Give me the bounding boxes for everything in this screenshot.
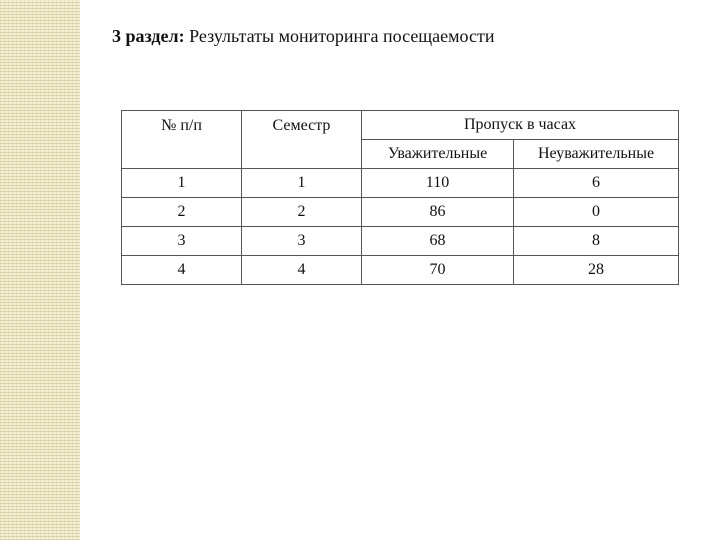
section-number: 3 раздел: <box>112 26 185 46</box>
cell-semester: 4 <box>242 256 362 285</box>
cell-number: 3 <box>122 227 242 256</box>
section-title: Результаты мониторинга посещаемости <box>184 26 495 46</box>
header-number: № п/п <box>122 111 242 169</box>
header-semester: Семестр <box>242 111 362 169</box>
table-row <box>122 198 679 227</box>
cell-unexcused: 28 <box>514 256 679 285</box>
header-absence: Пропуск в часах <box>362 111 679 140</box>
table-row <box>122 227 679 256</box>
cell-unexcused: 0 <box>514 198 679 227</box>
header-unexcused: Неуважительные <box>514 140 679 169</box>
cell-excused: 86 <box>362 198 514 227</box>
cell-excused: 70 <box>362 256 514 285</box>
page-title <box>112 26 494 47</box>
attendance-table <box>121 110 679 285</box>
cell-semester: 2 <box>242 198 362 227</box>
cell-number: 4 <box>122 256 242 285</box>
cell-unexcused: 8 <box>514 227 679 256</box>
cell-semester: 1 <box>242 169 362 198</box>
table-header-row <box>122 111 679 140</box>
table-row <box>122 169 679 198</box>
cell-excused: 110 <box>362 169 514 198</box>
table-row <box>122 256 679 285</box>
cell-number: 1 <box>122 169 242 198</box>
cell-excused: 68 <box>362 227 514 256</box>
header-excused: Уважительные <box>362 140 514 169</box>
cell-unexcused: 6 <box>514 169 679 198</box>
cell-number: 2 <box>122 198 242 227</box>
cell-semester: 3 <box>242 227 362 256</box>
decorative-side-strip <box>0 0 80 540</box>
